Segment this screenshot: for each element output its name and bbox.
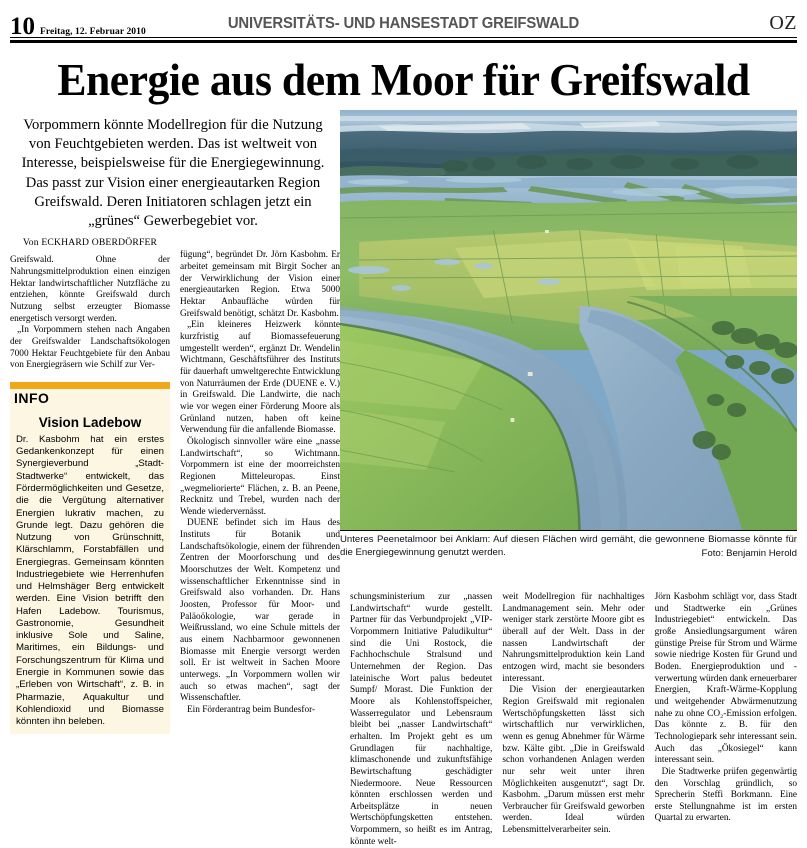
paragraph: Greifswald. Ohne der Nahrungsmittelproduktion einen einzigen Hektar landwirtschaftlicher Nutzfläche zu entziehen, könnte Greifswald durch Nutzung selbst erzeugter Biomasse energetisch versorgt werden. [10,255,170,324]
body-column-3 [350,592,492,848]
paragraph: fügung“, begründet Dr. Jörn Kasbohm. Er arbeitet gemeinsam mit Birgit Socher an der Verwirklichung der Vision einer energieautarken Region. Etwa 5000 Hektar Anbaufläche würden für Greifswald benötigt, schätzt Dr. Kasbohm. [180,250,340,319]
info-box-title: Vision Ladebow [38,414,142,430]
masthead-rule-thin [10,37,797,38]
paragraph: Jörn Kasbohm schlägt vor, dass Stadt und Stadtwerke ein „Grünes Industriegebiet“ entwickeln. Das große Ansiedlungsargument wären günstige Preise für Strom und Wärme sowie niedrige Kosten für Grund und Boden. Energieproduktion und -verwertung würden dank erneuerbarer Energien, Kraft-Wärme-Kopplung und weitgehender Abwärmenutzung nahe zu ohne CO₂-Emission erfolgen. Das könnte z. B. für den Technologiepark sehr interessant sein. Auch das „Ökosiegel“ kann interessant sein. [654,592,797,766]
photo-artwork [340,110,797,530]
page-number: 10 [10,13,35,40]
byline: Von ECKHARD OBERDÖRFER [22,237,158,249]
photo-peenetalmoor [340,110,797,531]
info-box-accent-bar [10,382,170,389]
paragraph: „In Vorpommern stehen nach Angaben der Greifswalder Landschaftsökologen 7000 Hektar Feuchtgebiete für den Anbau von Energiegräsern wie Schilf zur Ver- [10,325,170,371]
paragraph: weit Modellregion für nachhaltiges Landmanagement sein. Mehr oder weniger stark zerstörte Moore gibt es überall auf der Welt. Dass in der nassen Landwirtschaft der Nahrungsmittelproduktion kein Land entzogen wird, macht sie besonders interessant. [502,592,645,684]
lower-left-spacer [10,592,340,848]
lower-text-columns [350,592,797,848]
paragraph: schungsministerium zur „nassen Landwirtschaft“ wurde gestellt. Partner für das Verbundprojekt „VIP-Vorpommern Initiative Paludikultur“ sind die Uni Rostock, die Fachhochschule Stralsund und Unternehmen der Region. Das lateinische Wort palus bedeutet Sumpf/ Morast. Die Funktion der Moore als Kohlenstoffspeicher, Wasserregulator und Lebensraum bleibt bei „nasser Landwirtschaft“ erhalten. Im Projekt geht es um Grundlagen für nachhaltige, klimaschonende und zukunftsfähige Bewirtschaftung geschädigter Niedermoore. Neue Ressourcen könnten erschlossen werden und Arbeitsplätze in neuen Wertschöpfungsketten entstehen. Vorpommern, so heißt es im Antrag, könnte welt- [350,592,493,847]
paragraph: Die Stadtwerke prüfen gegenwärtig den Vorschlag gründlich, so Sprecherin Steffi Borkmann. Eine erste Stellungnahme ist im ersten Quartal zu erwarten. [654,766,797,824]
paragraph: Ein Förderantrag beim Bundesfor- [187,704,316,715]
paragraph: DUENE befindet sich im Haus des Instituts für Botanik und Landschaftsökologie, einem der führenden Zentren der Moorforschung und des Moorschutzes der Welt. Kompetenz und wissenschaftlicher Erkenntnisse sind in Greifswald also vorhanden. Dr. Hans Joosten, Professor für Moor- und Paläoökologie, war gerade in Weißrussland, wo eine Schule mittels der aus einem Nachbarmoor gewonnenen Biomasse mit Energie versorgt werden soll. Er ist weltweit in Sachen Moore unterwegs. „In Vorpommern wollen wir auch so etwas machen“, sagt der Wissenschaftler. [180,518,340,704]
paragraph: Ökologisch sinnvoller wäre eine „nasse Landwirtschaft“, so Wichtmann. Vorpommern ist eine der moorreichsten Regionen Mitteleuropas. Einst „wegmeliorierte“ Flächen, z. B. an Peene, Recknitz und Trebel, wurden nach der Wende wiedervernässt. [180,436,340,517]
article-headline: Energie aus dem Moor für Greifswald [57,55,750,105]
lead-paragraph: Vorpommern könnte Modellregion für die Nutzung von Feuchtgebieten werden. Das ist weltweit von Interesse, beispielsweise für die Energiegewinnung. Das passt zur Vision einer energieautarken Region Greifswald. Deren Initiatoren schlagen jetzt ein „grünes“ Gewerbegebiet vor. [21,116,325,230]
body-column-5 [655,592,797,848]
masthead [10,0,797,40]
photo-credit: Foto: Benjamin Herold [701,548,797,560]
photo-block [340,110,797,560]
oz-logo: OZ [769,12,797,34]
section-title: UNIVERSITÄTS- UND HANSESTADT GREIFSWALD [227,15,580,32]
masthead-rule-thick [10,40,797,43]
body-column-4 [502,592,644,848]
masthead-date: Freitag, 12. Februar 2010 [40,27,146,37]
lower-columns [10,592,797,848]
paragraph: „Ein kleineres Heizwerk könnte kurzfristig auf Biomassefeuerung umgestellt werden“, ergänzt Dr. Wendelin Wichtmann, Geschäftsführer des Instituts für dauerhaft umweltgerechte Entwicklung von Naturräumen der Erde (DUENE e. V.) in Greifswald. Die Landwirte, die nach wie vor wegen einer Förderung Moore als Grünland nutzen, haben oft keine Verwendung für die anfallende Biomasse. [180,320,340,436]
info-box-paragraph: Dr. Kasbohm hat ein erstes Gedankenkonzept für einen Synergieverbund „Stadt-Stadtwerke“ entwickelt, das Fördermöglichkeiten und Gesetze, die die Vergütung alternativer Energien lukrativ machen, zu Grunde legt. Dazu gehören die Nutzung von Grünschnitt, Klärschlamm, Forstabfällen und Energiegras. Gemeinsam könnten Industriegebiete wie Herrenhufen und Helmshäger Berg entwickelt werden. Eine Vision betrifft den Hafen Ladebow. Tourismus, Gastronomie, Gesundheit inklusive Sole und Saline, Maritimes, ein Bildungs- und Forschungszentrum für Klima und Energie in Kommunen sowie das „Erleben von Wirtschaft“, z. B. in Pharmazie, Aquakultur und Kohlendioxid und Biomasse könnten ihn beleben. [16,433,164,728]
photo-caption: Unteres Peenetalmoor bei Anklam: Auf diesen Flächen wird gemäht, die gewonnene Biomasse könnte für die Energiegewinnung genutzt werden. [340,533,797,558]
info-box-label: INFO [14,389,50,406]
paragraph: Die Vision der energieautarken Region Greifswald mit regionalen Wertschöpfungsketten lässt sich wirtschaftlich nur verwirklichen, wenn es genug Abnehmer für Wärme bzw. Kälte gibt. „Die in Greifswald schon vorhandenen Anlagen werden nur sehr weit unter ihren Möglichkeiten ausgenutzt“, sagt Dr. Kasbohm. „Darum müssen erst mehr Verbraucher für Greifswald geworben werden. Ideal würden Lebensmittelverarbeiter sein. [502,685,645,836]
